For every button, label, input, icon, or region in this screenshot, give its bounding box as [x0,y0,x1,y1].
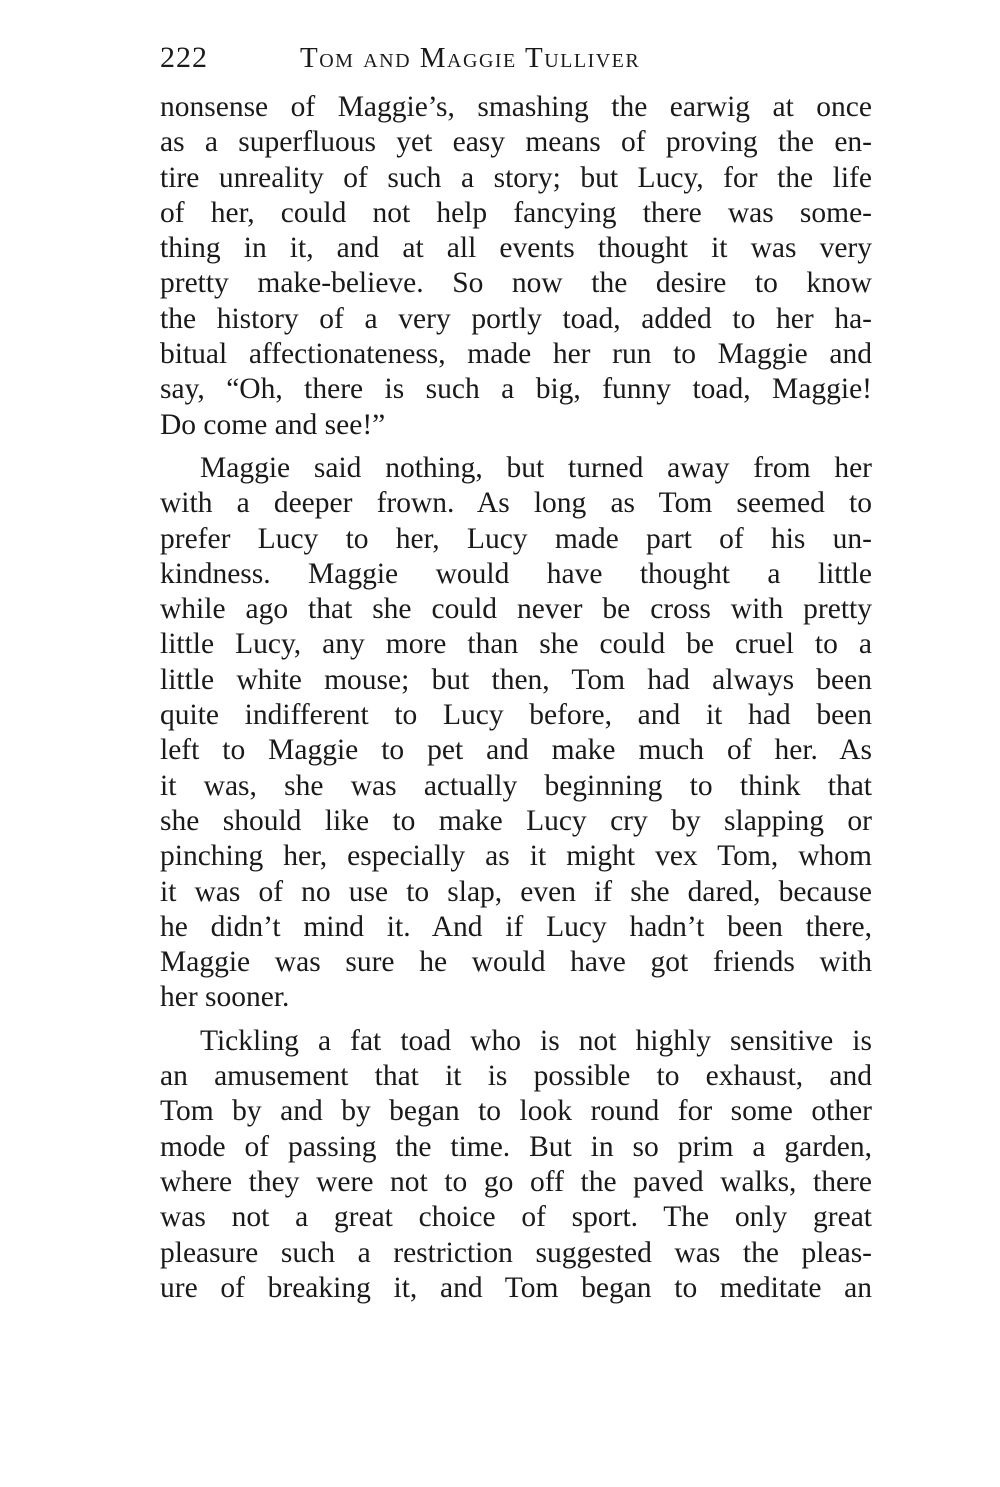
text-line: he didn’t mind it. And if Lucy hadn’t been there, [160,910,872,943]
paragraph-1 [160,90,872,443]
text-line: Tickling a fat toad who is not highly sensitive is [200,1024,872,1057]
text-line: prefer Lucy to her, Lucy made part of his un- [160,522,872,555]
book-page [160,36,872,1314]
text-line: kindness. Maggie would have thought a little [160,557,872,590]
text-line: of her, could not help fancying there was some- [160,196,872,229]
text-line: Do come and see!” [160,408,386,441]
text-line: Tom by and by began to look round for some other [160,1095,872,1128]
text-line: she should like to make Lucy cry by slapping or [160,804,872,837]
text-line: nonsense of Maggie’s, smashing the earwig at once [160,91,872,123]
running-head [160,36,872,86]
text-line: pretty make-believe. So now the desire to know [160,267,872,300]
text-line: thing in it, and at all events thought it was very [160,232,872,265]
text-line: pleasure such a restriction suggested was the pleas- [160,1236,872,1269]
text-line: while ago that she could never be cross with pretty [160,593,872,626]
body-text [160,90,872,1306]
text-line: with a deeper frown. As long as Tom seemed to [160,487,872,520]
text-line: as a superfluous yet easy means of proving the en- [160,126,872,159]
text-line: quite indifferent to Lucy before, and it had been [160,699,872,732]
text-line: Maggie was sure he would have got friends with [160,946,872,979]
text-line: left to Maggie to pet and make much of her. As [160,734,872,767]
text-line: an amusement that it is possible to exhaust, and [160,1060,872,1093]
text-line: where they were not to go off the paved walks, there [160,1165,872,1198]
paragraph-3 [160,1024,872,1306]
text-line: ure of breaking it, and Tom began to meditate an [160,1271,872,1304]
text-line: tire unreality of such a story; but Lucy, for the life [160,161,872,194]
running-title: Tom and Maggie Tulliver [300,42,641,74]
text-line: little white mouse; but then, Tom had always been [160,663,872,696]
text-line: the history of a very portly toad, added to her ha- [160,302,872,335]
text-line: Maggie said nothing, but turned away from her [200,451,872,484]
text-line: bitual affectionateness, made her run to Maggie and [160,338,872,371]
text-line: pinching her, especially as it might vex Tom, whom [160,840,872,873]
text-line: little Lucy, any more than she could be cruel to a [160,628,872,661]
text-line: was not a great choice of sport. The only great [160,1201,872,1234]
page-number: 222 [160,41,208,74]
paragraph-2 [160,451,872,1016]
text-line: it was of no use to slap, even if she dared, because [160,875,872,908]
text-line: mode of passing the time. But in so prim a garden, [160,1130,872,1163]
text-line: say, “Oh, there is such a big, funny toad, Maggie! [160,373,872,406]
text-line: it was, she was actually beginning to think that [160,769,872,802]
text-line: her sooner. [160,981,290,1014]
